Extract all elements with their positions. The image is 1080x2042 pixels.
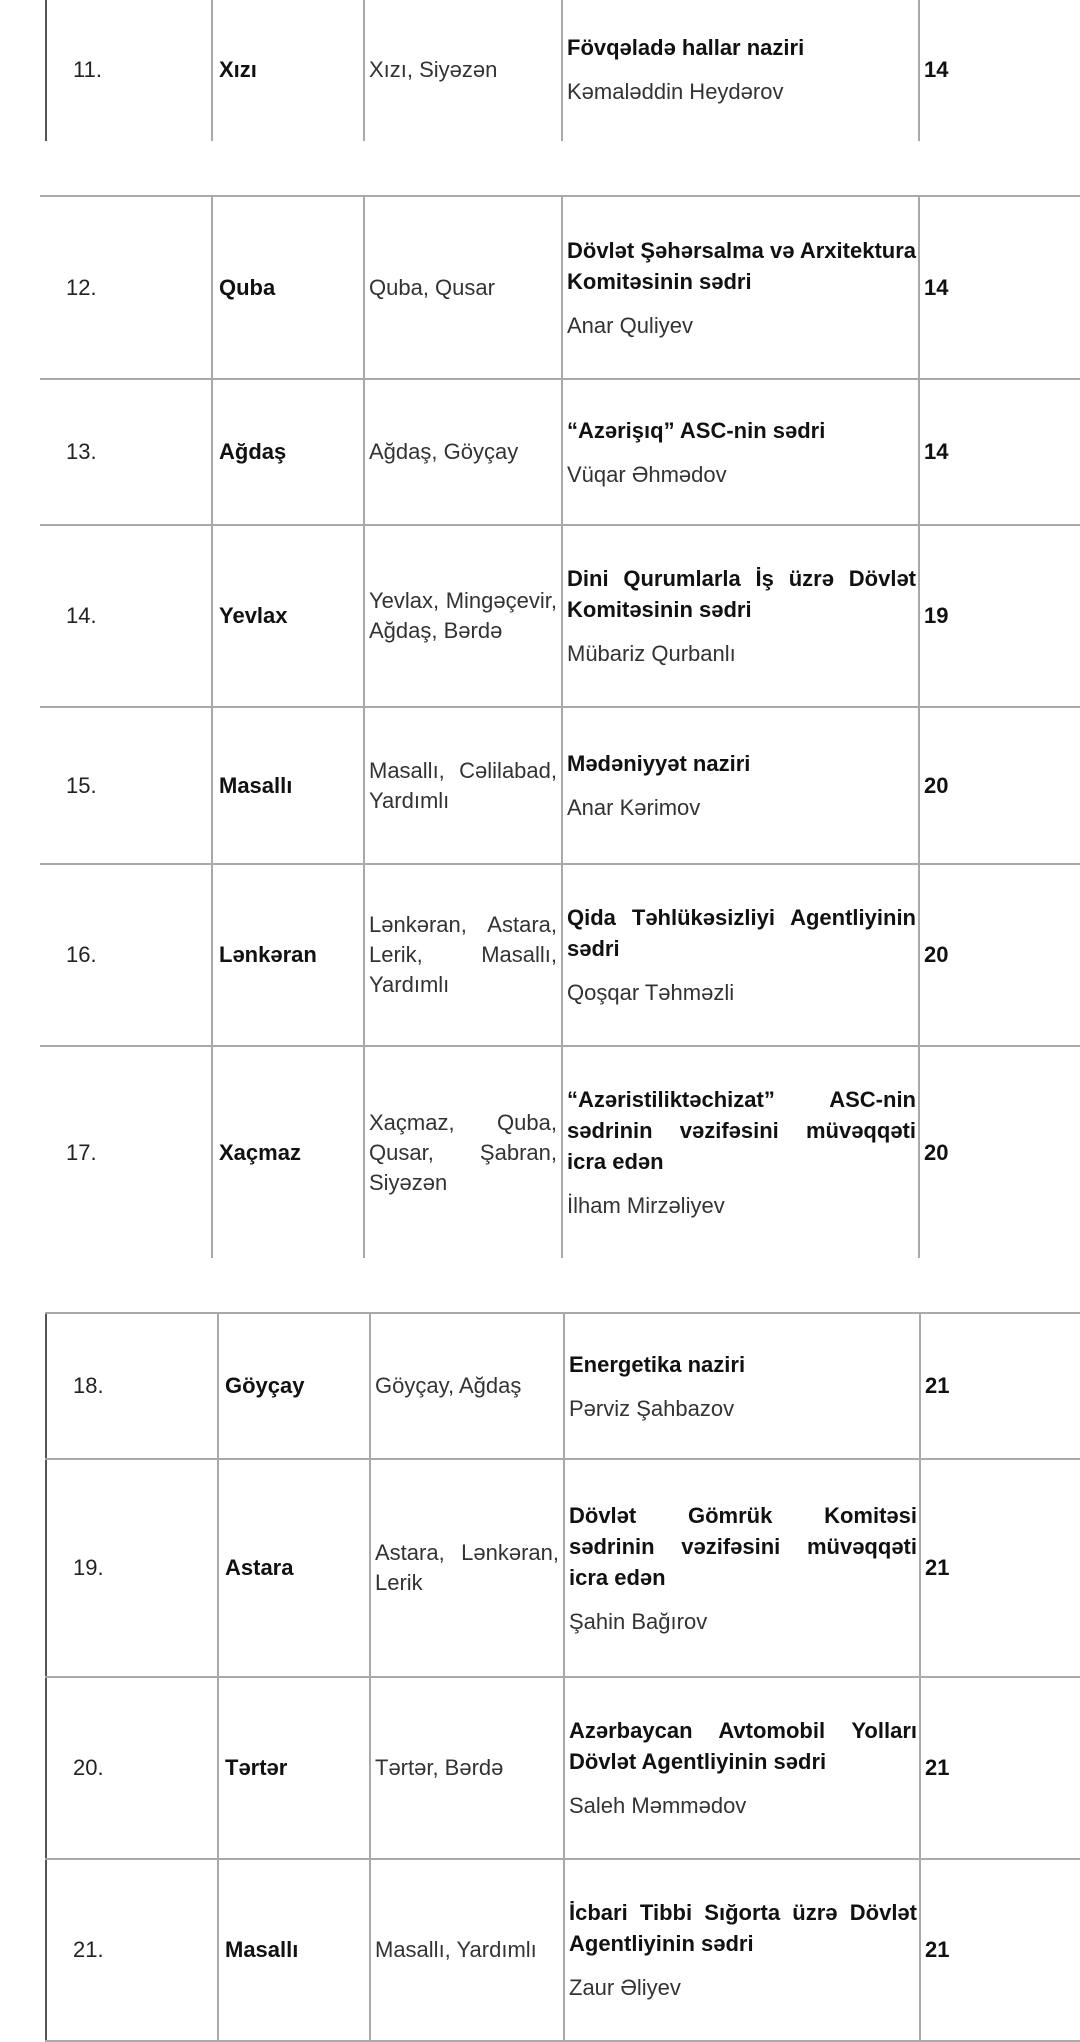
official-position: İcbari Tibbi Sığorta üzrə Dövlət Agentliyinin sədri: [569, 1900, 917, 1956]
official-cell: [562, 379, 919, 525]
official-position: Azərbaycan Avtomobil Yolları Dövlət Agentliyinin sədri: [569, 1718, 917, 1774]
official-cell: [564, 1677, 920, 1859]
official-cell: [564, 1459, 920, 1677]
regions-cell: Masallı, Yardımlı: [370, 1859, 564, 2041]
official-name: Anar Kərimov: [567, 795, 701, 820]
row-number: 19.: [46, 1459, 218, 1677]
official-name: Şahin Bağırov: [569, 1608, 708, 1634]
table-row: [40, 525, 1080, 707]
district-cell: Xızı: [212, 0, 364, 141]
date-cell: 20: [919, 1046, 1080, 1258]
regions-cell: Astara, Lənkəran, Lerik: [370, 1459, 564, 1677]
regions-cell: Xaçmaz, Quba, Qusar, Şabran, Siyəzən: [364, 1046, 562, 1258]
row-number: 20.: [46, 1677, 218, 1859]
official-name: İlham Mirzəliyev: [567, 1193, 725, 1218]
row-number: 15.: [40, 707, 212, 864]
regions-cell: Tərtər, Bərdə: [370, 1677, 564, 1859]
row-number: 11.: [46, 0, 212, 141]
schedule-table-3: [45, 1312, 1080, 2042]
district-cell: Yevlax: [212, 525, 364, 707]
district-cell: Lənkəran: [212, 864, 364, 1046]
official-position: Qida Təhlükəsizliyi Agentliyinin sədri: [567, 905, 916, 961]
regions-cell: Göyçay, Ağdaş: [370, 1313, 564, 1459]
date-cell: 14: [919, 196, 1080, 379]
official-name: Zaur Əliyev: [569, 1975, 681, 2000]
regions-cell: Quba, Qusar: [364, 196, 562, 379]
table-row: [40, 707, 1080, 864]
official-position: “Azərişıq” ASC-nin sədri: [567, 417, 826, 443]
district-cell: Ağdaş: [212, 379, 364, 525]
official-name: Vüqar Əhmədov: [567, 461, 727, 487]
official-position: Dini Qurumlarla İş üzrə Dövlət Komitəsinin sədri: [567, 566, 916, 622]
official-position: Mədəniyyət naziri: [567, 751, 751, 776]
official-cell: [562, 0, 919, 141]
date-cell: 14: [919, 379, 1080, 525]
date-cell: 20: [919, 864, 1080, 1046]
table-row: [46, 1859, 1080, 2041]
official-cell: [562, 1046, 919, 1258]
date-cell: 21: [920, 1313, 1080, 1459]
regions-cell: Lənkəran, Astara, Lerik, Masallı, Yardımlı: [364, 864, 562, 1046]
row-number: 12.: [40, 196, 212, 379]
district-cell: Tərtər: [218, 1677, 370, 1859]
district-cell: Masallı: [218, 1859, 370, 2041]
official-name: Mübariz Qurbanlı: [567, 641, 736, 666]
row-number: 16.: [40, 864, 212, 1046]
official-position: Dövlət Gömrük Komitəsi sədrinin vəzifəsini müvəqqəti icra edən: [569, 1502, 917, 1590]
official-position: Fövqəladə hallar naziri: [567, 35, 805, 60]
date-cell: 21: [920, 1677, 1080, 1859]
row-number: 18.: [46, 1313, 218, 1459]
official-cell: [562, 707, 919, 864]
table-row: [46, 1459, 1080, 1677]
official-position: Energetika naziri: [569, 1351, 746, 1377]
official-cell: [564, 1313, 920, 1459]
table-row: [40, 196, 1080, 379]
date-cell: 21: [920, 1859, 1080, 2041]
official-name: Pərviz Şahbazov: [569, 1395, 735, 1421]
table-row: [40, 1046, 1080, 1258]
district-cell: Xaçmaz: [212, 1046, 364, 1258]
official-name: Qoşqar Təhməzli: [567, 980, 735, 1005]
row-number: 13.: [40, 379, 212, 525]
row-number: 14.: [40, 525, 212, 707]
row-number: 21.: [46, 1859, 218, 2041]
date-cell: 19: [919, 525, 1080, 707]
district-cell: Astara: [218, 1459, 370, 1677]
official-name: Kəmaləddin Heydərov: [567, 79, 784, 104]
district-cell: Quba: [212, 196, 364, 379]
date-cell: 14: [919, 0, 1080, 141]
official-name: Saleh Məmmədov: [569, 1793, 747, 1818]
regions-cell: Xızı, Siyəzən: [364, 0, 562, 141]
table-row: [46, 1677, 1080, 1859]
schedule-table-1: [45, 0, 1080, 141]
district-cell: Göyçay: [218, 1313, 370, 1459]
official-cell: [562, 864, 919, 1046]
table-row: [40, 864, 1080, 1046]
table-row: [46, 1313, 1080, 1459]
date-cell: 20: [919, 707, 1080, 864]
official-position: Dövlət Şəhərsalma və Arxitektura Komitəsinin sədri: [567, 237, 916, 294]
official-cell: [562, 525, 919, 707]
district-cell: Masallı: [212, 707, 364, 864]
official-cell: [564, 1859, 920, 2041]
regions-cell: Masallı, Cəlilabad, Yardımlı: [364, 707, 562, 864]
official-cell: [562, 196, 919, 379]
schedule-table-2: [40, 195, 1080, 1258]
table-row: [40, 379, 1080, 525]
regions-cell: Yevlax, Mingəçevir, Ağdaş, Bərdə: [364, 525, 562, 707]
date-cell: 21: [920, 1459, 1080, 1677]
official-position: “Azəristiliktəchizat” ASC-nin sədrinin vəzifəsini müvəqqəti icra edən: [567, 1087, 916, 1174]
regions-cell: Ağdaş, Göyçay: [364, 379, 562, 525]
official-name: Anar Quliyev: [567, 312, 693, 338]
row-number: 17.: [40, 1046, 212, 1258]
table-row: [46, 0, 1080, 141]
